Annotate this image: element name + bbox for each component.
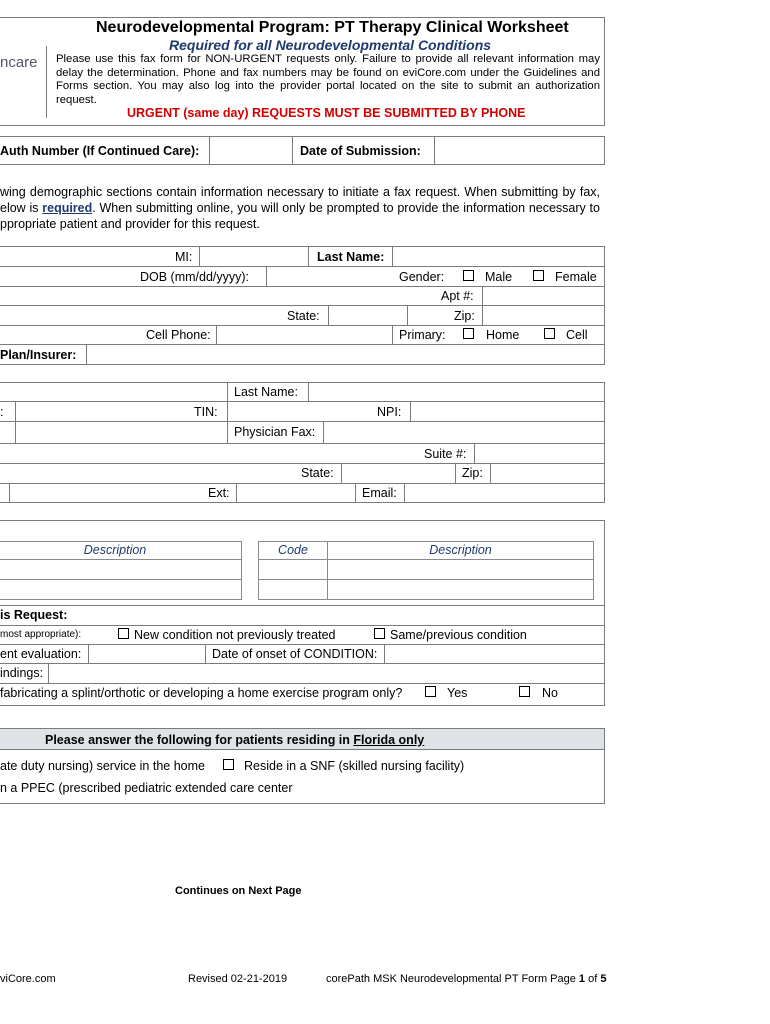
divider xyxy=(292,136,293,165)
demographics-text: wing demographic sections contain information necessary to initiate a fax request. When submitting by fax, elow is required. When submitting online, you will only be prompted to provide the information necessary to ppropriate patient and provider for this request. xyxy=(0,185,600,231)
splint-question: fabricating a splint/orthotic or developing a home exercise program only? xyxy=(0,686,403,700)
provider-ext-label: Ext: xyxy=(208,486,230,500)
date-submission-field[interactable] xyxy=(435,137,604,164)
footer-site: viCore.com xyxy=(0,973,56,985)
primary-home-label: Home xyxy=(486,328,520,342)
primary-home-checkbox[interactable] xyxy=(463,328,474,339)
findings-label: indings: xyxy=(0,666,44,680)
plan-insurer-label: Plan/Insurer: xyxy=(0,348,77,362)
diagnosis-desc-cell-1a[interactable] xyxy=(0,559,242,580)
onset-label: Date of onset of CONDITION: xyxy=(212,647,378,661)
splint-no-checkbox[interactable] xyxy=(519,686,530,697)
new-condition-label: New condition not previously treated xyxy=(134,628,336,642)
continues-note: Continues on Next Page xyxy=(175,885,302,897)
findings-field[interactable] xyxy=(49,664,604,683)
provider-state-label: State: xyxy=(301,466,334,480)
urgent-notice: URGENT (same day) REQUESTS MUST BE SUBMITTED BY PHONE xyxy=(127,106,526,120)
same-condition-label: Same/previous condition xyxy=(390,628,527,642)
florida-line-1: ate duty nursing) service in the home xyxy=(0,759,205,773)
patient-last-name-label: Last Name: xyxy=(317,250,385,264)
divider xyxy=(392,325,393,344)
row-line xyxy=(0,605,605,606)
row-line xyxy=(0,625,605,626)
auth-number-label: Auth Number (If Continued Care): xyxy=(0,144,200,158)
provider-tin-label: TIN: xyxy=(194,405,218,419)
provider-state-field[interactable] xyxy=(342,464,455,483)
evaluation-date-field[interactable] xyxy=(89,645,205,663)
splint-yes-label: Yes xyxy=(447,686,468,700)
provider-id-field[interactable] xyxy=(16,402,186,421)
diagnosis-description-header-2: Description xyxy=(429,543,492,557)
snf-label: Reside in a SNF (skilled nursing facility) xyxy=(244,759,465,773)
provider-prefix-label: : xyxy=(0,405,4,419)
auth-number-field[interactable] xyxy=(210,137,292,164)
patient-mi-label: MI: xyxy=(175,250,193,264)
page-title: Neurodevelopmental Program: PT Therapy Clinical Worksheet xyxy=(96,19,569,36)
divider xyxy=(227,382,228,401)
divider xyxy=(355,483,356,503)
male-label: Male xyxy=(485,270,513,284)
divider xyxy=(407,305,408,325)
provider-suite-field[interactable] xyxy=(475,444,604,463)
provider-zip-label: Zip: xyxy=(462,466,483,480)
patient-cell-phone-label: Cell Phone: xyxy=(146,328,211,342)
splint-no-label: No xyxy=(542,686,558,700)
request-most-appropriate: most appropriate): xyxy=(0,629,82,640)
provider-last-name-field[interactable] xyxy=(309,383,604,401)
date-submission-label: Date of Submission: xyxy=(300,144,421,158)
header-divider xyxy=(46,46,47,118)
divider xyxy=(205,644,206,663)
patient-zip-field[interactable] xyxy=(483,306,604,325)
provider-physician-fax-field[interactable] xyxy=(324,422,604,443)
patient-primary-label: Primary: xyxy=(399,328,446,342)
provider-phone-field[interactable] xyxy=(10,484,205,502)
provider-email-label: Email: xyxy=(362,486,397,500)
same-condition-checkbox[interactable] xyxy=(374,628,385,639)
plan-insurer-field[interactable] xyxy=(87,345,604,364)
patient-gender-label: Gender: xyxy=(399,270,445,284)
provider-suite-label: Suite #: xyxy=(424,447,467,461)
diagnosis-desc-cell-2b[interactable] xyxy=(327,579,594,600)
divider xyxy=(308,246,309,266)
patient-state-field[interactable] xyxy=(329,306,407,325)
request-title: is Request: xyxy=(0,608,68,622)
new-condition-checkbox[interactable] xyxy=(118,628,129,639)
diagnosis-desc-cell-2a[interactable] xyxy=(327,559,594,580)
patient-zip-label: Zip: xyxy=(454,309,475,323)
snf-checkbox[interactable] xyxy=(223,759,234,770)
patient-dob-label: DOB (mm/dd/yyyy): xyxy=(140,270,250,284)
provider-tin-field[interactable] xyxy=(228,402,368,421)
patient-cell-phone-field[interactable] xyxy=(217,326,392,344)
provider-email-field[interactable] xyxy=(405,484,604,502)
female-checkbox[interactable] xyxy=(533,270,544,281)
male-checkbox[interactable] xyxy=(463,270,474,281)
diagnosis-code-header-label: Code xyxy=(278,543,308,557)
intro-text: Please use this fax form for NON-URGENT requests only. Failure to provide all relevant information may delay the determination. Phone and fax numbers may be found on eviCore.com under the Guidelines and Forms section. You may also log into the provider portal located on the site to submit an authorization request. xyxy=(56,53,600,106)
female-label: Female xyxy=(555,270,597,284)
florida-heading: Please answer the following for patients residing in Florida only xyxy=(45,733,425,747)
diagnosis-desc-cell-1b[interactable] xyxy=(0,579,242,600)
diagnosis-code-cell-b[interactable] xyxy=(258,579,328,600)
onset-date-field[interactable] xyxy=(385,645,604,663)
footer-revised: Revised 02-21-2019 xyxy=(188,973,288,985)
patient-apt-field[interactable] xyxy=(483,287,604,305)
primary-cell-label: Cell xyxy=(566,328,588,342)
florida-line-2: n a PPEC (prescribed pediatric extended care center xyxy=(0,781,293,795)
row-line xyxy=(0,683,605,684)
divider xyxy=(455,463,456,483)
evaluation-label: ent evaluation: xyxy=(0,647,82,661)
splint-yes-checkbox[interactable] xyxy=(425,686,436,697)
page-subtitle: Required for all Neurodevelopmental Conditions xyxy=(169,37,492,53)
diagnosis-description-header-1: Description xyxy=(83,543,147,557)
provider-npi-label: NPI: xyxy=(377,405,402,419)
patient-mi-field[interactable] xyxy=(200,247,308,266)
provider-physician-fax-label: Physician Fax: xyxy=(234,425,316,439)
patient-last-name-field[interactable] xyxy=(393,247,604,266)
patient-apt-label: Apt #: xyxy=(441,289,474,303)
patient-state-label: State: xyxy=(287,309,320,323)
provider-npi-field[interactable] xyxy=(411,402,604,421)
logo: ncare xyxy=(0,54,38,71)
provider-address-field[interactable] xyxy=(16,422,227,443)
primary-cell-checkbox[interactable] xyxy=(544,328,555,339)
provider-ext-field[interactable] xyxy=(237,484,355,502)
patient-dob-field[interactable] xyxy=(267,267,392,286)
diagnosis-code-cell-a[interactable] xyxy=(258,559,328,580)
footer-page-info: corePath MSK Neurodevelopmental PT Form Page 1 of 5 xyxy=(326,973,607,985)
provider-last-name-label: Last Name: xyxy=(234,385,298,399)
provider-zip-field[interactable] xyxy=(491,464,604,483)
